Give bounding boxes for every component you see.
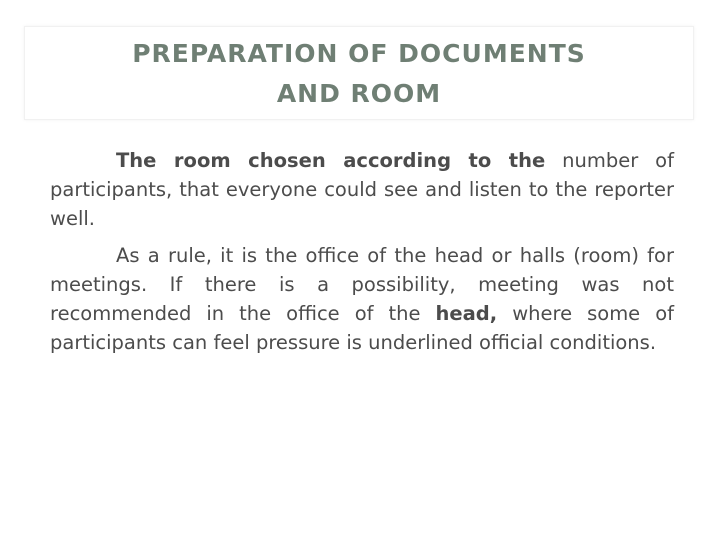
title-line-1: PREPARATION OF DOCUMENTS: [132, 39, 586, 68]
paragraph-2-text-end: where some of participants can feel pressure is underlined official conditions.: [50, 302, 674, 354]
paragraph-1-text: number of participants, that everyone could see and listen to the reporter well.: [50, 149, 674, 230]
paragraph-2: [50, 241, 674, 357]
paragraph-2-bold-word: head,: [435, 302, 498, 325]
paragraph-1-bold-lead: The room chosen according to the: [116, 149, 546, 172]
paragraph-2-text-start: As a rule, it is the office of the head or halls (room) for meetings. If there is a possibility, meeting was not recommended in the office of the: [50, 244, 674, 325]
paragraph-1: [50, 146, 674, 233]
title-line-2: AND ROOM: [276, 79, 442, 108]
slide-body: [50, 146, 674, 365]
slide-title: [24, 34, 694, 114]
